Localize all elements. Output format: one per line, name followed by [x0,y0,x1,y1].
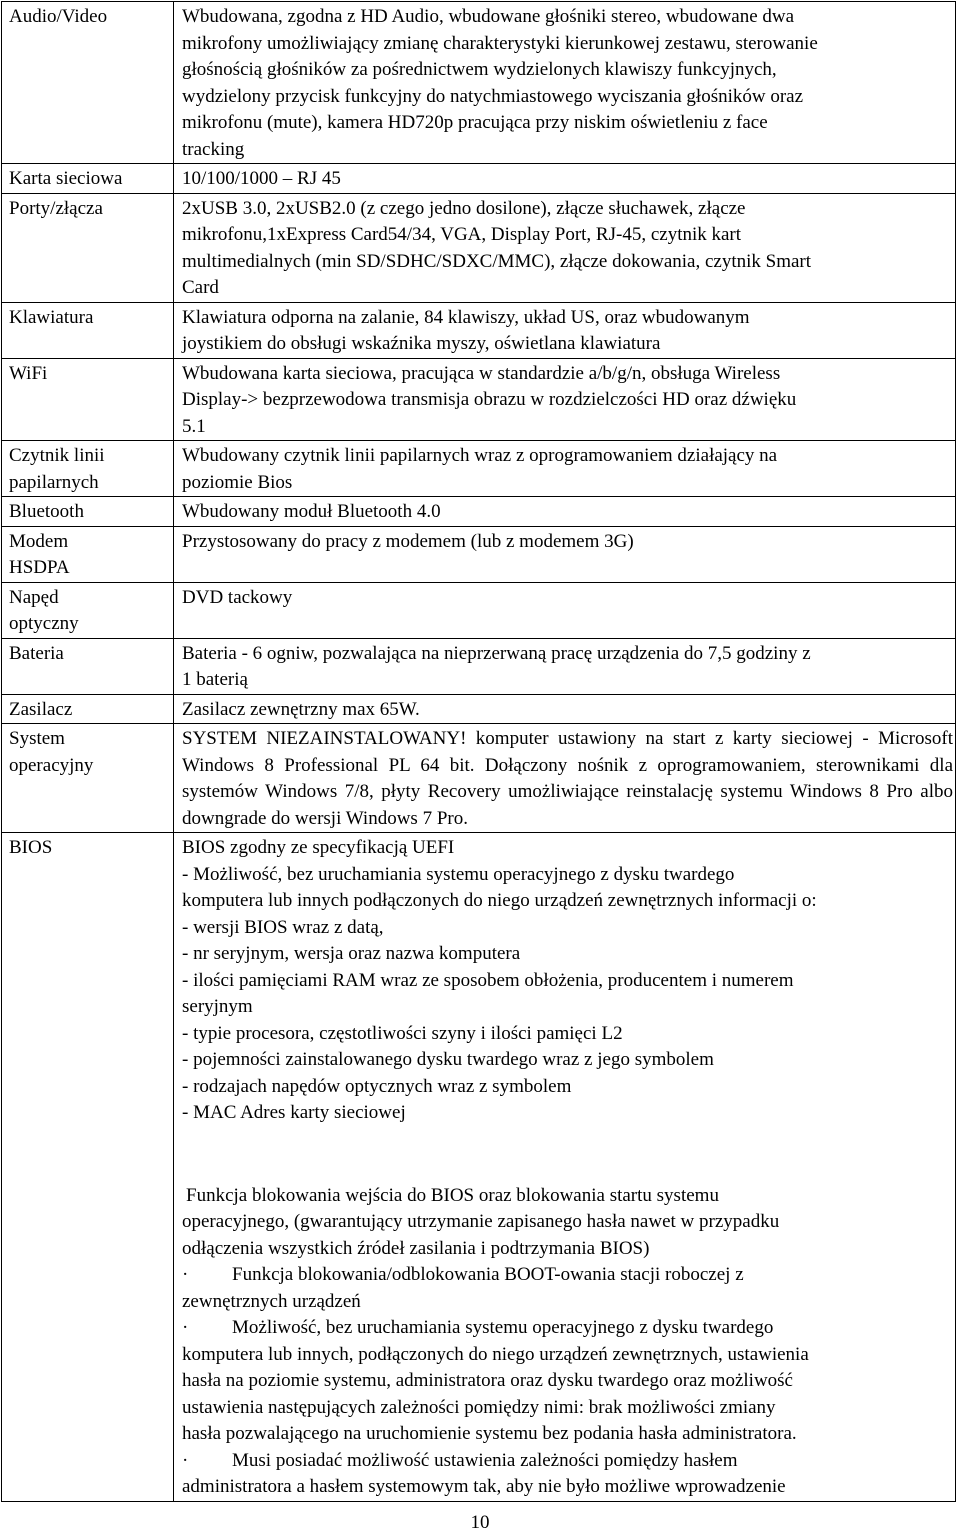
row-value [174,358,956,441]
label-line: optyczny [9,613,79,634]
row-label: Audio/Video [2,2,174,164]
value-line: multimedialnych (min SD/SDHC/SDXC/MMC), złącze dokowania, czytnik Smart [182,250,812,272]
label-line: Napęd [9,586,59,608]
row-label: Karta sieciowa [2,164,174,194]
value-line: mikrofonu,1xExpress Card54/34, VGA, Display Port, RJ-45, czytnik kart [182,224,742,245]
value-line: - pojemności zainstalowanego dysku twardego wraz z jego symbolem [182,1049,714,1070]
value-line: 10/100/1000 – RJ 45 [182,168,341,189]
bullet-continuation: hasła na poziomie systemu, administratora oraz dysku twardego oraz możliwość [182,1370,793,1391]
spec-row-naped [2,582,956,638]
value-line: BIOS zgodny ze specyfikacją UEFI [182,837,455,858]
row-label: BIOS [2,833,174,1502]
value-line: joystikiem do obsługi wskaźnika myszy, oświetlana klawiatura [182,333,661,354]
spec-row-bateria [2,638,956,694]
value-line: - Możliwość, bez uruchamiania systemu operacyjnego z dysku twardego [182,863,735,885]
value-line: - MAC Adres karty sieciowej [182,1102,406,1123]
value-line: Display-> bezprzewodowa transmisja obrazu w rozdzielczości HD oraz dźwięku [182,389,797,410]
function-intro-line: Funkcja blokowania wejścia do BIOS oraz blokowania startu systemu [186,1184,719,1206]
value-line: - ilości pamięciami RAM wraz ze sposobem obłożenia, producentem i numerem [182,969,794,991]
value-line: Card [182,277,219,298]
row-value [174,2,956,164]
spacer [182,1127,953,1183]
row-value [174,302,956,358]
value-line: wydzielony przycisk funkcyjny do natychmiastowego wyciszania głośników oraz [182,85,804,107]
bullet-text: Musi posiadać możliwość ustawienia zależności pomiędzy hasłem [232,1449,738,1471]
value-line: Przystosowany do pracy z modemem (lub z modemem 3G) [182,530,634,552]
value-line: tracking [182,138,245,160]
bullet-icon: · [182,1317,189,1338]
label-line: papilarnych [9,471,99,493]
row-value [174,638,956,694]
row-label: Bateria [2,638,174,694]
row-label [2,441,174,497]
value-line: mikrofonu (mute), kamera HD720p pracująca przy niskim oświetleniu z face [182,112,768,133]
value-line: komputera lub innych podłączonych do niego urządzeń zewnętrznych informacji o: [182,890,817,911]
value-line: poziomie Bios [182,471,293,493]
row-value [174,193,956,302]
row-label: WiFi [2,358,174,441]
spec-table [1,1,956,1502]
row-value [174,833,956,1502]
value-line: Bateria - 6 ogniw, pozwalająca na nieprzerwaną pracę urządzenia do 7,5 godziny z [182,642,811,664]
spec-row-audio-video [2,2,956,164]
value-line: 2xUSB 3.0, 2xUSB2.0 (z czego jedno dosilone), złącze słuchawek, złącze [182,197,746,219]
row-label [2,526,174,582]
function-intro-line: odłączenia wszystkich źródeł zasilania i podtrzymania BIOS) [182,1237,650,1259]
value-line: - nr seryjnym, wersja oraz nazwa komputera [182,943,521,964]
bullet-icon: · [182,1449,189,1471]
spec-row-karta-sieciowa [2,164,956,194]
value-line: 1 baterią [182,669,248,690]
spec-table-body [2,2,956,1502]
value-line: Wbudowany czytnik linii papilarnych wraz z oprogramowaniem działający na [182,445,778,466]
bullet-item [182,1262,953,1289]
row-label [2,724,174,833]
label-line: HSDPA [9,557,70,578]
spec-row-klawiatura [2,302,956,358]
label-line: Czytnik linii [9,445,105,466]
spec-row-zasilacz [2,694,956,724]
bullet-continuation: ustawienia następujących zależności pomiędzy nimi: brak możliwości zmiany [182,1396,776,1418]
value-line: DVD tackowy [182,586,293,608]
row-value [174,526,956,582]
bullet-icon: · [182,1264,189,1285]
spec-row-modem [2,526,956,582]
bullet-continuation: komputera lub innych, podłączonych do niego urządzeń zewnętrznych, ustawienia [182,1343,809,1365]
bullet-text: Funkcja blokowania/odblokowania BOOT-owania stacji roboczej z [232,1264,744,1285]
bullet-item [182,1315,953,1342]
spec-row-czytnik [2,441,956,497]
value-line: Wbudowana karta sieciowa, pracująca w standardzie a/b/g/n, obsługa Wireless [182,362,781,384]
value-line: głośnością głośników za pośrednictwem wydzielonych klawiszy funkcyjnych, [182,59,777,80]
value-line: - wersji BIOS wraz z datą, [182,916,384,938]
row-label: Bluetooth [2,497,174,527]
value-line: mikrofony umożliwiający zmianę charakterystyki kierunkowej zestawu, sterowanie [182,32,818,54]
spec-row-bios [2,833,956,1502]
label-line: Modem [9,530,69,552]
page-number: 10 [470,1512,490,1533]
row-label: Zasilacz [2,694,174,724]
row-value [174,441,956,497]
spec-row-porty [2,193,956,302]
row-value [174,694,956,724]
bullet-continuation: zewnętrznych urządzeń [182,1290,361,1312]
value-line: Wbudowany moduł Bluetooth 4.0 [182,501,441,522]
value-line: - rodzajach napędów optycznych wraz z symbolem [182,1075,572,1097]
row-value [174,582,956,638]
label-line: System [9,728,65,749]
bullet-text: Możliwość, bez uruchamiania systemu operacyjnego z dysku twardego [232,1317,774,1338]
row-value [174,497,956,527]
bullet-continuation: administratora a hasłem systemowym tak, aby nie było możliwe wprowadzenie [182,1476,786,1497]
bullet-continuation: hasła pozwalającego na uruchomienie systemu bez podania hasła administratora. [182,1423,797,1444]
value-line: Zasilacz zewnętrzny max 65W. [182,698,420,720]
label-line: operacyjny [9,754,94,776]
spec-row-system [2,724,956,833]
row-label: Klawiatura [2,302,174,358]
row-label: Porty/złącza [2,193,174,302]
value-line: 5.1 [182,415,206,437]
value-line: Klawiatura odporna na zalanie, 84 klawiszy, układ US, oraz wbudowanym [182,306,750,328]
value-line: Wbudowana, zgodna z HD Audio, wbudowane głośniki stereo, wbudowane dwa [182,6,795,27]
value-line: - typie procesora, częstotliwości szyny i ilości pamięci L2 [182,1022,623,1044]
row-label [2,582,174,638]
spec-row-bluetooth [2,497,956,527]
value-line: seryjnym [182,996,253,1017]
row-value: SYSTEM NIEZAINSTALOWANY! komputer ustawiony na start z karty sieciowej - Microsoft Windows 8 Professional PL 64 bit. Dołączony nośnik z oprogramowaniem, sterownikami dla systemów Windows 7/8, płyty Recovery umożliwiające reinstalację systemu Windows 8 Pro albo downgrade do wersji Windows 7 Pro. [174,724,956,833]
function-intro-line: operacyjnego, (gwarantujący utrzymanie zapisanego hasła nawet w przypadku [182,1211,780,1232]
bullet-item [182,1448,953,1475]
spec-row-wifi [2,358,956,441]
row-value [174,164,956,194]
